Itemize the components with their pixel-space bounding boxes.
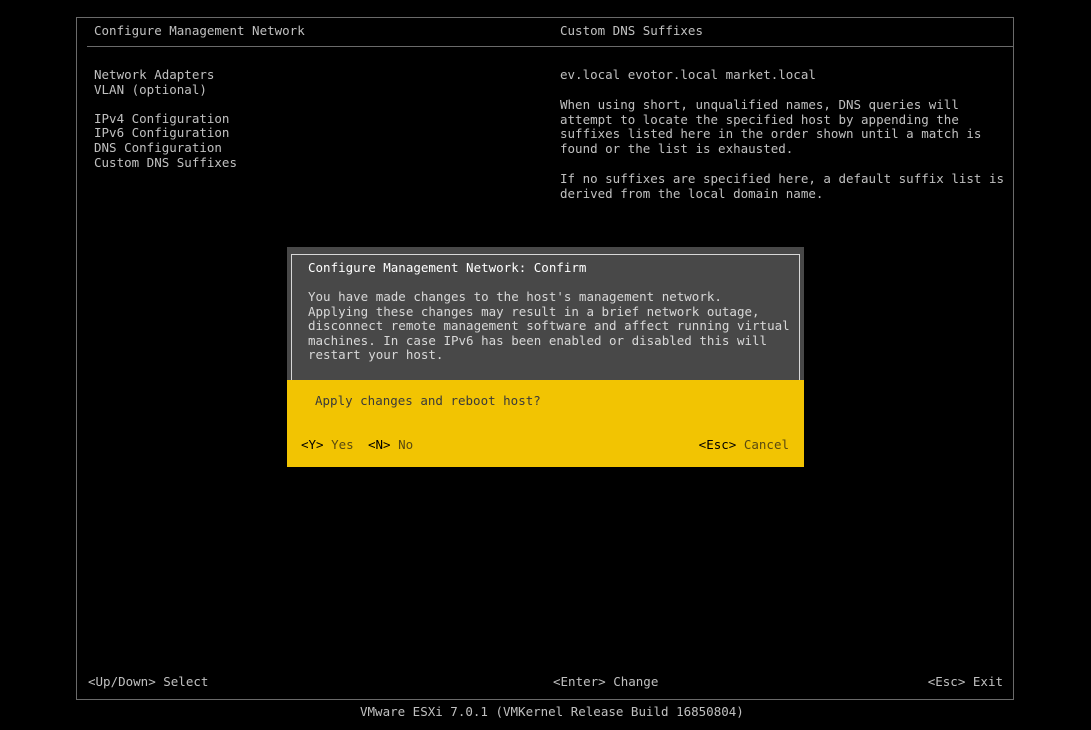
footer-change-hint: <Enter> Change xyxy=(553,674,659,689)
menu-spacer xyxy=(94,97,237,112)
yes-key-label: <Y> xyxy=(301,437,324,452)
no-button[interactable] xyxy=(368,438,413,453)
menu-item-network-adapters[interactable]: Network Adapters xyxy=(94,67,215,82)
menu-item-ipv6-configuration[interactable]: IPv6 Configuration xyxy=(94,125,230,141)
cancel-label: Cancel xyxy=(736,437,789,452)
menu-item-vlan[interactable]: VLAN (optional) xyxy=(94,81,207,97)
help-text-paragraph-2: If no suffixes are specified here, a default suffix list is derived from the local domain name. xyxy=(560,171,1005,201)
no-key-label: <N> xyxy=(368,437,391,452)
no-label: No xyxy=(390,437,414,452)
left-panel-title: Configure Management Network xyxy=(94,23,305,38)
dialog-question: Apply changes and reboot host? xyxy=(315,393,541,408)
help-text-paragraph-1: When using short, unqualified names, DNS queries will attempt to locate the specified host by appending the suffixes listed here in the order shown until a match is found or the list is exhausted. xyxy=(560,97,982,156)
right-panel-title: Custom DNS Suffixes xyxy=(560,23,703,38)
cancel-key-label: <Esc> xyxy=(698,437,737,452)
menu-item-custom-dns-suffixes[interactable]: Custom DNS Suffixes xyxy=(94,154,237,170)
dialog-title: Configure Management Network: Confirm xyxy=(308,260,587,275)
footer-exit-hint: <Esc> Exit xyxy=(927,674,1003,689)
yes-button[interactable] xyxy=(301,438,354,453)
yes-label: Yes xyxy=(323,437,354,452)
configuration-menu xyxy=(94,68,237,170)
menu-item-dns-configuration[interactable]: DNS Configuration xyxy=(94,139,222,155)
menu-item-ipv4-configuration[interactable]: IPv4 Configuration xyxy=(94,110,230,126)
confirm-dialog xyxy=(287,247,804,467)
version-line: VMware ESXi 7.0.1 (VMKernel Release Build 16850804) xyxy=(360,704,744,719)
title-divider xyxy=(87,46,1013,47)
dialog-message: You have made changes to the host's management network. Applying these changes may result in a brief network outage, disconnect remote management software and affect running virtual machines. In case IPv6 has been enabled or disabled this will restart your host. xyxy=(308,289,790,363)
dialog-action-area xyxy=(287,380,804,467)
cancel-button[interactable] xyxy=(699,438,789,453)
dns-suffixes-value: ev.local evotor.local market.local xyxy=(560,67,816,82)
footer-select-hint: <Up/Down> Select xyxy=(88,674,209,689)
